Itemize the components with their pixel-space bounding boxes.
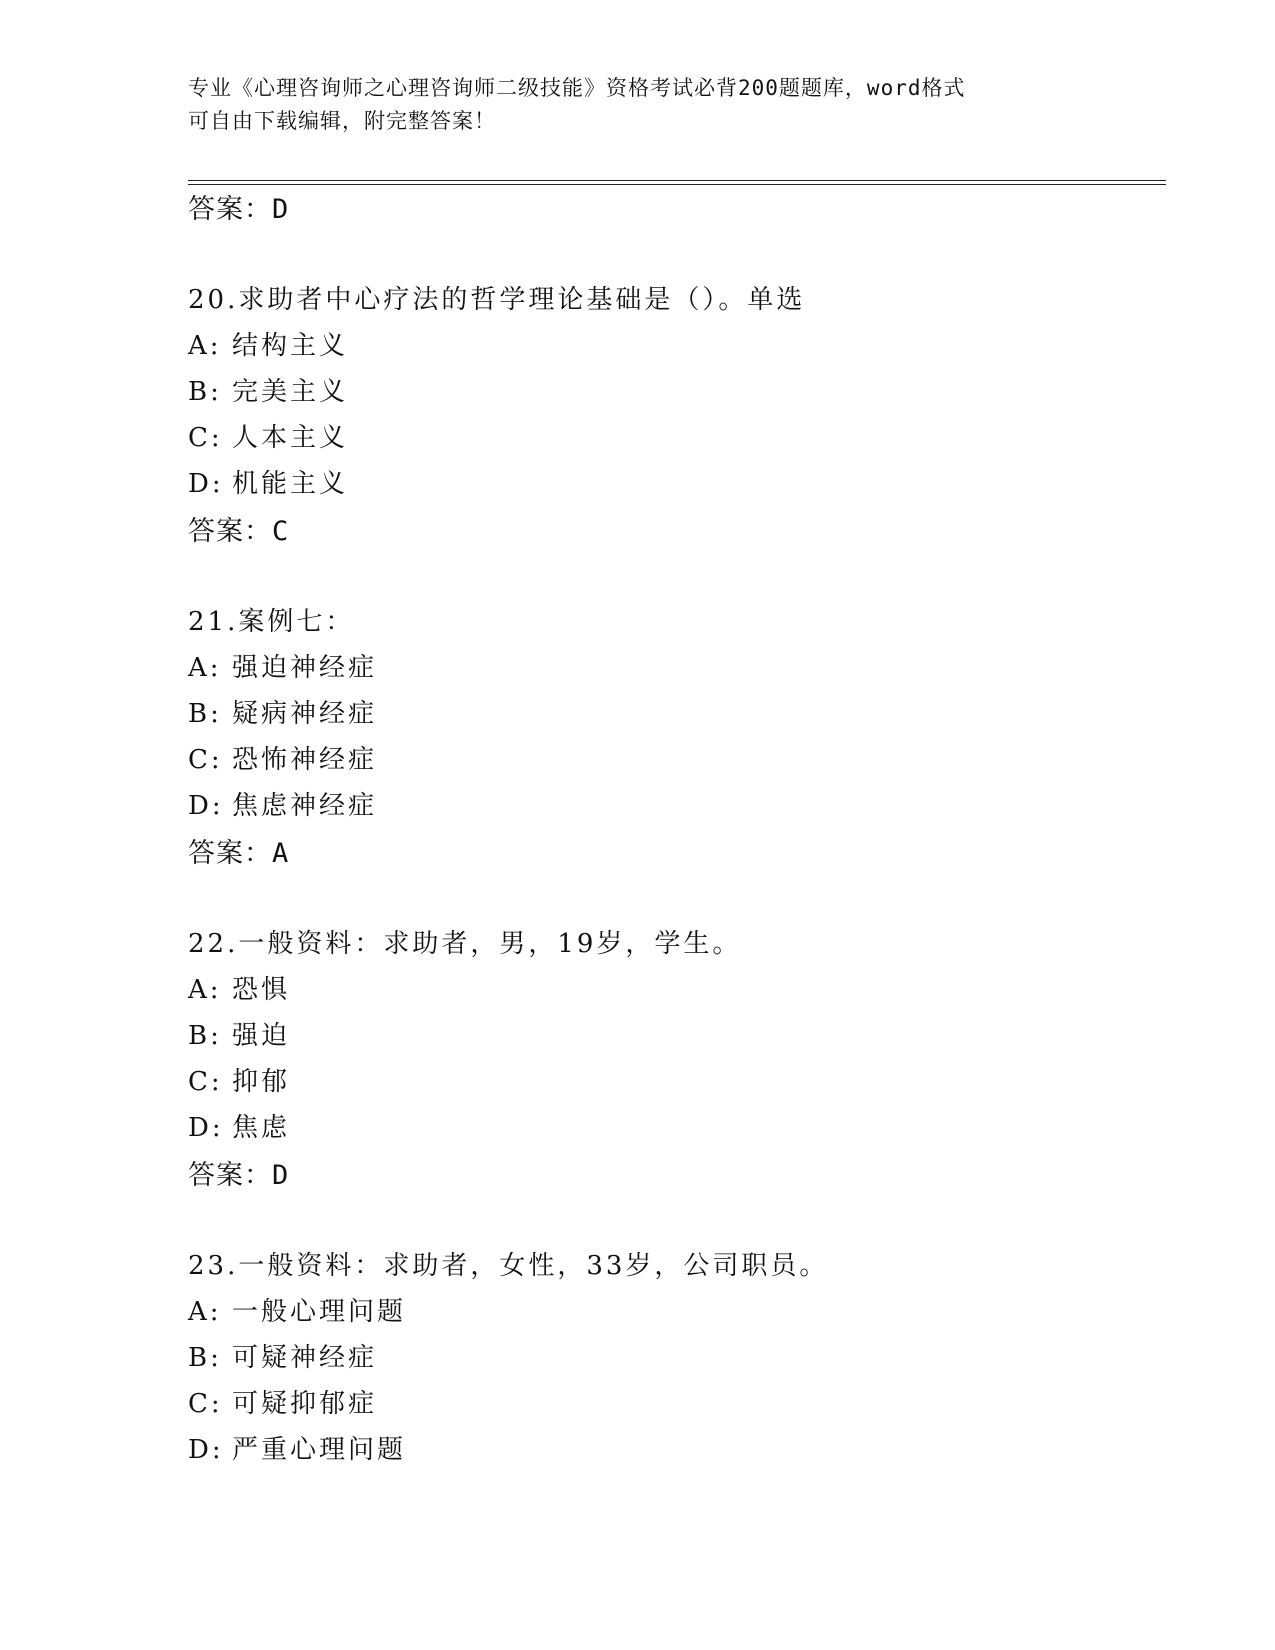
question-list	[188, 190, 1166, 1473]
option-letter: D:	[188, 1113, 224, 1143]
option-letter: C:	[188, 1067, 223, 1097]
answer-option	[188, 415, 1166, 461]
option-letter: C:	[188, 423, 223, 453]
question-stem: 23.一般资料：求助者，女性，33岁，公司职员。	[188, 1251, 829, 1281]
answer-option	[188, 783, 1166, 829]
option-letter: C:	[188, 1389, 223, 1419]
option-text: 焦虑	[232, 1113, 291, 1143]
option-text: 强迫	[232, 1021, 291, 1051]
option-letter: C:	[188, 745, 223, 775]
option-letter: A:	[188, 1297, 222, 1327]
question-stem: 21.案例七：	[188, 607, 355, 637]
option-text: 焦虑神经症	[232, 791, 378, 821]
answer-option	[188, 691, 1166, 737]
answer-option	[188, 1059, 1166, 1105]
option-letter: B:	[188, 377, 222, 407]
header-line-1: 专业《心理咨询师之心理咨询师二级技能》资格考试必背200题题库，word格式	[188, 76, 966, 100]
answer-option	[188, 1381, 1166, 1427]
answer-option	[188, 1013, 1166, 1059]
answer-option	[188, 1427, 1166, 1473]
answer-option	[188, 967, 1166, 1013]
option-text: 严重心理问题	[232, 1435, 407, 1465]
option-letter: B:	[188, 1021, 222, 1051]
option-text: 可疑抑郁症	[232, 1389, 378, 1419]
option-text: 恐怖神经症	[232, 745, 378, 775]
option-letter: D:	[188, 1435, 224, 1465]
option-letter: B:	[188, 699, 222, 729]
answer-option	[188, 1289, 1166, 1335]
answer-line: 答案：A	[188, 838, 290, 869]
option-text: 强迫神经症	[232, 653, 378, 683]
option-text: 恐惧	[232, 975, 291, 1005]
answer-option	[188, 1335, 1166, 1381]
option-letter: A:	[188, 331, 222, 361]
answer-option	[188, 461, 1166, 507]
answer-line: 答案：D	[188, 194, 290, 225]
answer-option	[188, 369, 1166, 415]
option-letter: A:	[188, 653, 222, 683]
answer-option	[188, 645, 1166, 691]
option-text: 人本主义	[232, 423, 349, 453]
option-text: 可疑神经症	[232, 1343, 378, 1373]
answer-line: 答案：C	[188, 516, 290, 547]
option-text: 抑郁	[232, 1067, 291, 1097]
option-letter: D:	[188, 791, 224, 821]
header-divider-top	[188, 180, 1166, 181]
option-text: 机能主义	[232, 469, 349, 499]
answer-option	[188, 1105, 1166, 1151]
option-letter: A:	[188, 975, 222, 1005]
option-text: 疑病神经症	[232, 699, 378, 729]
option-text: 结构主义	[232, 331, 349, 361]
answer-line: 答案：D	[188, 1160, 290, 1191]
question-stem: 22.一般资料：求助者，男，19岁，学生。	[188, 929, 742, 959]
question-stem: 20.求助者中心疗法的哲学理论基础是（）。单选	[188, 285, 806, 315]
answer-option	[188, 737, 1166, 783]
answer-option	[188, 323, 1166, 369]
option-letter: D:	[188, 469, 224, 499]
header-line-2: 可自由下载编辑，附完整答案！	[188, 109, 496, 133]
option-text: 完美主义	[232, 377, 349, 407]
option-letter: B:	[188, 1343, 222, 1373]
header-divider-bottom	[188, 184, 1166, 185]
option-text: 一般心理问题	[232, 1297, 407, 1327]
document-header	[188, 72, 1088, 138]
